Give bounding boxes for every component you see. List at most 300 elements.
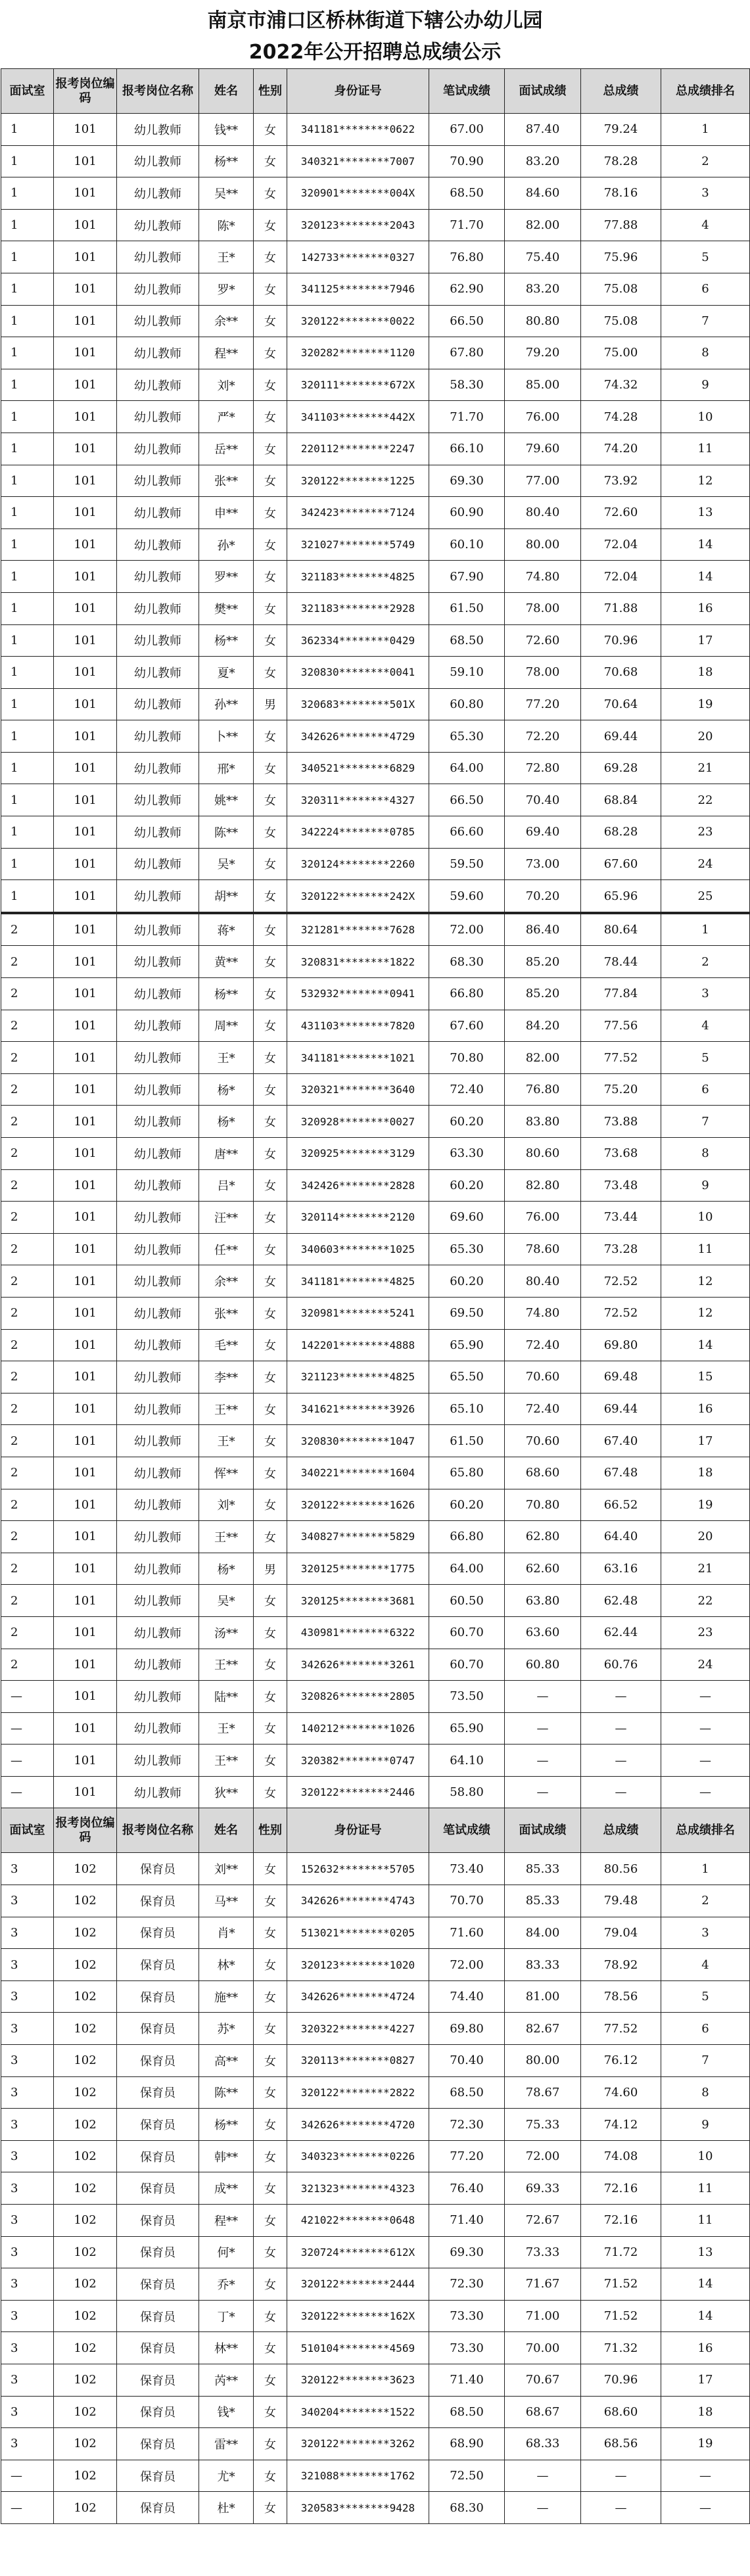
cell-post-code: 101 bbox=[54, 752, 117, 784]
cell-room: 1 bbox=[1, 465, 54, 497]
cell-id-number: 321027********5749 bbox=[287, 528, 429, 561]
cell-gender: 女 bbox=[254, 1233, 287, 1265]
cell-gender: 女 bbox=[254, 1265, 287, 1298]
cell-gender: 女 bbox=[254, 305, 287, 337]
cell-room: 2 bbox=[1, 1585, 54, 1617]
cell-room: 3 bbox=[1, 2140, 54, 2172]
cell-post-name: 幼儿教师 bbox=[117, 1233, 199, 1265]
cell-written-score: 65.10 bbox=[429, 1393, 505, 1425]
table-row bbox=[1, 2140, 750, 2172]
cell-gender: 男 bbox=[254, 1553, 287, 1585]
cell-written-score: 60.20 bbox=[429, 1106, 505, 1138]
cell-rank: 7 bbox=[661, 305, 750, 337]
cell-post-name: 保育员 bbox=[117, 1853, 199, 1885]
cell-interview-score: 80.60 bbox=[505, 1138, 581, 1170]
cell-id-number: 341181********4825 bbox=[287, 1265, 429, 1298]
cell-interview-score: 62.60 bbox=[505, 1553, 581, 1585]
table-row bbox=[1, 401, 750, 433]
table-row bbox=[1, 1393, 750, 1425]
cell-post-name: 幼儿教师 bbox=[117, 1169, 199, 1202]
cell-post-name: 幼儿教师 bbox=[117, 913, 199, 946]
cell-room: 3 bbox=[1, 1917, 54, 1949]
cell-written-score: 66.10 bbox=[429, 433, 505, 465]
cell-post-code: 101 bbox=[54, 1616, 117, 1649]
cell-total-score: 74.08 bbox=[581, 2140, 661, 2172]
table-row bbox=[1, 465, 750, 497]
cell-written-score: 68.90 bbox=[429, 2428, 505, 2460]
cell-interview-score: 78.00 bbox=[505, 657, 581, 689]
cell-post-code: 101 bbox=[54, 433, 117, 465]
cell-name: 狄** bbox=[199, 1776, 254, 1808]
cell-room: 3 bbox=[1, 2364, 54, 2396]
cell-name: 王** bbox=[199, 1521, 254, 1553]
cell-total-score: 75.00 bbox=[581, 337, 661, 369]
cell-post-code: 101 bbox=[54, 913, 117, 946]
cell-written-score: 70.70 bbox=[429, 1885, 505, 1917]
cell-written-score: 60.90 bbox=[429, 497, 505, 529]
cell-gender: 女 bbox=[254, 1297, 287, 1329]
cell-gender: 女 bbox=[254, 2460, 287, 2492]
cell-total-score: 78.92 bbox=[581, 1949, 661, 1981]
cell-id-number: 321281********7628 bbox=[287, 913, 429, 946]
cell-total-score: 78.28 bbox=[581, 145, 661, 177]
cell-gender: 女 bbox=[254, 2428, 287, 2460]
cell-name: 钱** bbox=[199, 114, 254, 146]
header-interview-score: 面试成绩 bbox=[505, 1808, 581, 1853]
header-post-code: 报考岗位编码 bbox=[54, 69, 117, 114]
table-row bbox=[1, 1853, 750, 1885]
table-row bbox=[1, 1233, 750, 1265]
cell-written-score: 60.20 bbox=[429, 1265, 505, 1298]
cell-post-name: 保育员 bbox=[117, 2332, 199, 2364]
cell-interview-score: 70.67 bbox=[505, 2364, 581, 2396]
cell-id-number: 341103********442X bbox=[287, 401, 429, 433]
cell-id-number: 342626********4720 bbox=[287, 2109, 429, 2141]
cell-id-number: 513021********0205 bbox=[287, 1917, 429, 1949]
cell-total-score: 73.48 bbox=[581, 1169, 661, 1202]
cell-written-score: 67.60 bbox=[429, 1010, 505, 1042]
cell-name: 刘** bbox=[199, 1853, 254, 1885]
cell-post-name: 幼儿教师 bbox=[117, 177, 199, 210]
cell-id-number: 321123********4825 bbox=[287, 1361, 429, 1393]
table-row bbox=[1, 1361, 750, 1393]
table-row bbox=[1, 1425, 750, 1457]
cell-room: 1 bbox=[1, 720, 54, 753]
cell-post-code: 101 bbox=[54, 1042, 117, 1074]
cell-post-code: 102 bbox=[54, 2364, 117, 2396]
cell-written-score: 65.30 bbox=[429, 720, 505, 753]
cell-room: 1 bbox=[1, 305, 54, 337]
cell-id-number: 320724********612X bbox=[287, 2236, 429, 2268]
cell-post-code: 101 bbox=[54, 1233, 117, 1265]
cell-written-score: 72.30 bbox=[429, 2268, 505, 2301]
cell-post-code: 101 bbox=[54, 1138, 117, 1170]
cell-post-code: 102 bbox=[54, 2109, 117, 2141]
cell-room: 3 bbox=[1, 2428, 54, 2460]
cell-written-score: 68.50 bbox=[429, 2076, 505, 2109]
cell-room: 1 bbox=[1, 145, 54, 177]
header-gender: 性别 bbox=[254, 69, 287, 114]
cell-total-score: 67.60 bbox=[581, 848, 661, 880]
cell-total-score: 62.44 bbox=[581, 1616, 661, 1649]
cell-rank: 20 bbox=[661, 1521, 750, 1553]
cell-room: 1 bbox=[1, 401, 54, 433]
table-row bbox=[1, 1649, 750, 1681]
cell-id-number: 340321********7007 bbox=[287, 145, 429, 177]
cell-gender: 女 bbox=[254, 1393, 287, 1425]
cell-rank: 17 bbox=[661, 624, 750, 657]
cell-id-number: 320311********4327 bbox=[287, 784, 429, 816]
table-row bbox=[1, 1106, 750, 1138]
cell-name: 胡** bbox=[199, 880, 254, 913]
cell-total-score: 78.16 bbox=[581, 177, 661, 210]
cell-name: 陆** bbox=[199, 1681, 254, 1713]
cell-post-code: 101 bbox=[54, 1169, 117, 1202]
cell-interview-score: 85.20 bbox=[505, 946, 581, 978]
cell-post-code: 102 bbox=[54, 2140, 117, 2172]
cell-post-code: 102 bbox=[54, 2236, 117, 2268]
cell-room: 1 bbox=[1, 369, 54, 401]
cell-post-code: 101 bbox=[54, 1649, 117, 1681]
cell-gender: 女 bbox=[254, 592, 287, 624]
cell-post-code: 101 bbox=[54, 1106, 117, 1138]
cell-post-code: 101 bbox=[54, 1297, 117, 1329]
table-header-row bbox=[1, 1808, 750, 1853]
cell-post-name: 保育员 bbox=[117, 2140, 199, 2172]
cell-post-code: 101 bbox=[54, 1010, 117, 1042]
cell-post-code: 101 bbox=[54, 1425, 117, 1457]
cell-interview-score: 82.67 bbox=[505, 2013, 581, 2045]
cell-written-score: 67.90 bbox=[429, 561, 505, 593]
cell-rank: 16 bbox=[661, 592, 750, 624]
table-header-row bbox=[1, 69, 750, 114]
cell-written-score: 68.50 bbox=[429, 624, 505, 657]
cell-room: 1 bbox=[1, 241, 54, 273]
cell-gender: 女 bbox=[254, 1853, 287, 1885]
cell-written-score: 71.40 bbox=[429, 2205, 505, 2237]
cell-room: 3 bbox=[1, 1885, 54, 1917]
cell-room: 1 bbox=[1, 561, 54, 593]
cell-id-number: 430981********6322 bbox=[287, 1616, 429, 1649]
cell-post-code: 102 bbox=[54, 2492, 117, 2524]
cell-interview-score: 72.40 bbox=[505, 1393, 581, 1425]
cell-post-code: 101 bbox=[54, 1361, 117, 1393]
cell-interview-score: 76.00 bbox=[505, 1202, 581, 1234]
cell-name: 陈* bbox=[199, 209, 254, 241]
cell-room: 1 bbox=[1, 688, 54, 720]
cell-post-code: 101 bbox=[54, 1521, 117, 1553]
cell-room: — bbox=[1, 2492, 54, 2524]
cell-name: 程** bbox=[199, 337, 254, 369]
cell-interview-score: 86.40 bbox=[505, 913, 581, 946]
cell-gender: 女 bbox=[254, 433, 287, 465]
cell-total-score: 64.40 bbox=[581, 1521, 661, 1553]
cell-post-code: 101 bbox=[54, 657, 117, 689]
cell-post-code: 101 bbox=[54, 784, 117, 816]
cell-interview-score: 78.60 bbox=[505, 1233, 581, 1265]
cell-interview-score: 70.40 bbox=[505, 784, 581, 816]
cell-total-score: 71.32 bbox=[581, 2332, 661, 2364]
cell-room: 2 bbox=[1, 946, 54, 978]
cell-room: 2 bbox=[1, 1106, 54, 1138]
cell-interview-score: 84.00 bbox=[505, 1917, 581, 1949]
cell-id-number: 342224********0785 bbox=[287, 816, 429, 849]
cell-total-score: 76.12 bbox=[581, 2045, 661, 2077]
cell-room: 1 bbox=[1, 657, 54, 689]
table-row bbox=[1, 2205, 750, 2237]
cell-written-score: 65.30 bbox=[429, 1233, 505, 1265]
cell-gender: 女 bbox=[254, 2396, 287, 2428]
cell-post-name: 幼儿教师 bbox=[117, 1489, 199, 1521]
cell-gender: 女 bbox=[254, 1489, 287, 1521]
cell-total-score: 75.96 bbox=[581, 241, 661, 273]
cell-post-name: 幼儿教师 bbox=[117, 273, 199, 305]
cell-written-score: 73.40 bbox=[429, 1853, 505, 1885]
cell-gender: 女 bbox=[254, 465, 287, 497]
cell-rank: 14 bbox=[661, 1329, 750, 1361]
cell-post-code: 101 bbox=[54, 209, 117, 241]
cell-rank: 20 bbox=[661, 720, 750, 753]
cell-written-score: 73.30 bbox=[429, 2332, 505, 2364]
cell-room: 2 bbox=[1, 913, 54, 946]
cell-written-score: 59.50 bbox=[429, 848, 505, 880]
cell-name: 罗** bbox=[199, 561, 254, 593]
cell-interview-score: — bbox=[505, 1712, 581, 1745]
cell-name: 钱* bbox=[199, 2396, 254, 2428]
cell-name: 毛** bbox=[199, 1329, 254, 1361]
cell-post-name: 幼儿教师 bbox=[117, 1521, 199, 1553]
table-row bbox=[1, 752, 750, 784]
table-row bbox=[1, 1885, 750, 1917]
cell-post-name: 幼儿教师 bbox=[117, 688, 199, 720]
cell-name: 王* bbox=[199, 1042, 254, 1074]
cell-written-score: 66.60 bbox=[429, 816, 505, 849]
cell-id-number: 321183********2928 bbox=[287, 592, 429, 624]
cell-id-number: 320122********2822 bbox=[287, 2076, 429, 2109]
cell-post-code: 101 bbox=[54, 528, 117, 561]
cell-room: 1 bbox=[1, 177, 54, 210]
cell-rank: 11 bbox=[661, 433, 750, 465]
cell-post-code: 102 bbox=[54, 2045, 117, 2077]
cell-post-code: 102 bbox=[54, 2428, 117, 2460]
table-row bbox=[1, 1329, 750, 1361]
cell-total-score: 74.32 bbox=[581, 369, 661, 401]
cell-interview-score: 72.40 bbox=[505, 1329, 581, 1361]
cell-total-score: — bbox=[581, 1745, 661, 1777]
cell-name: 韩** bbox=[199, 2140, 254, 2172]
cell-written-score: 64.00 bbox=[429, 752, 505, 784]
cell-gender: 女 bbox=[254, 1169, 287, 1202]
table-row bbox=[1, 1138, 750, 1170]
cell-written-score: 73.50 bbox=[429, 1681, 505, 1713]
cell-post-name: 保育员 bbox=[117, 2205, 199, 2237]
cell-post-code: 102 bbox=[54, 1980, 117, 2013]
page-title-line1: 南京市浦口区桥林街道下辖公办幼儿园 bbox=[207, 9, 543, 32]
cell-post-code: 101 bbox=[54, 497, 117, 529]
cell-interview-score: 78.00 bbox=[505, 592, 581, 624]
table-row bbox=[1, 913, 750, 946]
cell-room: 3 bbox=[1, 2332, 54, 2364]
cell-written-score: 69.30 bbox=[429, 465, 505, 497]
cell-name: 杜* bbox=[199, 2492, 254, 2524]
cell-post-name: 幼儿教师 bbox=[117, 497, 199, 529]
cell-total-score: 72.60 bbox=[581, 497, 661, 529]
cell-interview-score: 70.20 bbox=[505, 880, 581, 913]
cell-rank: 5 bbox=[661, 241, 750, 273]
cell-rank: 6 bbox=[661, 2013, 750, 2045]
cell-post-code: 101 bbox=[54, 946, 117, 978]
cell-interview-score: 73.00 bbox=[505, 848, 581, 880]
cell-interview-score: 72.60 bbox=[505, 624, 581, 657]
cell-post-code: 101 bbox=[54, 1776, 117, 1808]
cell-post-name: 幼儿教师 bbox=[117, 1649, 199, 1681]
cell-id-number: 340323********0226 bbox=[287, 2140, 429, 2172]
cell-gender: 女 bbox=[254, 114, 287, 146]
cell-rank: — bbox=[661, 1745, 750, 1777]
cell-interview-score: 74.80 bbox=[505, 1297, 581, 1329]
cell-interview-score: 70.80 bbox=[505, 1489, 581, 1521]
cell-interview-score: 71.00 bbox=[505, 2300, 581, 2332]
cell-gender: 女 bbox=[254, 1138, 287, 1170]
cell-written-score: 72.30 bbox=[429, 2109, 505, 2141]
cell-room: 2 bbox=[1, 1138, 54, 1170]
cell-gender: 女 bbox=[254, 913, 287, 946]
cell-id-number: 320683********501X bbox=[287, 688, 429, 720]
header-post-name: 报考岗位名称 bbox=[117, 1808, 199, 1853]
cell-rank: 5 bbox=[661, 1980, 750, 2013]
cell-name: 余** bbox=[199, 1265, 254, 1298]
cell-post-name: 幼儿教师 bbox=[117, 880, 199, 913]
table-row bbox=[1, 946, 750, 978]
score-table bbox=[1, 68, 750, 2524]
cell-written-score: 68.50 bbox=[429, 2396, 505, 2428]
cell-post-name: 保育员 bbox=[117, 1885, 199, 1917]
cell-id-number: 321088********1762 bbox=[287, 2460, 429, 2492]
cell-written-score: 71.70 bbox=[429, 209, 505, 241]
cell-name: 乔* bbox=[199, 2268, 254, 2301]
cell-room: 3 bbox=[1, 1980, 54, 2013]
header-room: 面试室 bbox=[1, 69, 54, 114]
cell-id-number: 320125********1775 bbox=[287, 1553, 429, 1585]
cell-gender: 女 bbox=[254, 946, 287, 978]
cell-room: 2 bbox=[1, 1042, 54, 1074]
cell-id-number: 320123********2043 bbox=[287, 209, 429, 241]
cell-interview-score: 80.00 bbox=[505, 2045, 581, 2077]
header-name: 姓名 bbox=[199, 69, 254, 114]
cell-interview-score: 72.00 bbox=[505, 2140, 581, 2172]
cell-gender: 女 bbox=[254, 2172, 287, 2205]
cell-interview-score: 80.40 bbox=[505, 497, 581, 529]
cell-written-score: 64.00 bbox=[429, 1553, 505, 1585]
cell-room: 2 bbox=[1, 1202, 54, 1234]
cell-total-score: 69.48 bbox=[581, 1361, 661, 1393]
cell-total-score: 71.52 bbox=[581, 2268, 661, 2301]
table-row bbox=[1, 2460, 750, 2492]
cell-gender: 女 bbox=[254, 1616, 287, 1649]
cell-name: 岳** bbox=[199, 433, 254, 465]
cell-total-score: 68.60 bbox=[581, 2396, 661, 2428]
table-row bbox=[1, 337, 750, 369]
cell-interview-score: 72.67 bbox=[505, 2205, 581, 2237]
cell-rank: 9 bbox=[661, 1169, 750, 1202]
cell-post-code: 101 bbox=[54, 1585, 117, 1617]
cell-room: 2 bbox=[1, 1010, 54, 1042]
cell-post-name: 保育员 bbox=[117, 2013, 199, 2045]
cell-total-score: 67.40 bbox=[581, 1425, 661, 1457]
cell-total-score: 78.56 bbox=[581, 1980, 661, 2013]
cell-post-name: 幼儿教师 bbox=[117, 1265, 199, 1298]
cell-name: 杨** bbox=[199, 145, 254, 177]
cell-post-code: 102 bbox=[54, 1853, 117, 1885]
cell-gender: 女 bbox=[254, 1521, 287, 1553]
cell-id-number: 320831********1822 bbox=[287, 946, 429, 978]
cell-rank: 13 bbox=[661, 2236, 750, 2268]
cell-rank: 8 bbox=[661, 337, 750, 369]
header-written-score: 笔试成绩 bbox=[429, 69, 505, 114]
cell-post-code: 101 bbox=[54, 305, 117, 337]
cell-post-code: 101 bbox=[54, 561, 117, 593]
cell-name: 尤* bbox=[199, 2460, 254, 2492]
cell-rank: 18 bbox=[661, 2396, 750, 2428]
cell-name: 成** bbox=[199, 2172, 254, 2205]
cell-rank: 2 bbox=[661, 1885, 750, 1917]
cell-post-code: 101 bbox=[54, 177, 117, 210]
cell-post-code: 102 bbox=[54, 2396, 117, 2428]
table-row bbox=[1, 1745, 750, 1777]
cell-gender: 女 bbox=[254, 2013, 287, 2045]
cell-total-score: 69.80 bbox=[581, 1329, 661, 1361]
cell-name: 吴* bbox=[199, 848, 254, 880]
cell-name: 李** bbox=[199, 1361, 254, 1393]
cell-post-code: 101 bbox=[54, 401, 117, 433]
cell-interview-score: 69.40 bbox=[505, 816, 581, 849]
cell-id-number: 532932********0941 bbox=[287, 978, 429, 1010]
table-row bbox=[1, 2364, 750, 2396]
cell-post-code: 102 bbox=[54, 2076, 117, 2109]
table-row bbox=[1, 1681, 750, 1713]
cell-post-name: 保育员 bbox=[117, 2172, 199, 2205]
cell-interview-score: 84.20 bbox=[505, 1010, 581, 1042]
cell-room: 2 bbox=[1, 1297, 54, 1329]
cell-gender: 女 bbox=[254, 2268, 287, 2301]
cell-gender: 女 bbox=[254, 1745, 287, 1777]
cell-post-code: 101 bbox=[54, 241, 117, 273]
cell-name: 雷** bbox=[199, 2428, 254, 2460]
cell-id-number: 320122********1626 bbox=[287, 1489, 429, 1521]
cell-total-score: 69.44 bbox=[581, 720, 661, 753]
header-total-score: 总成绩 bbox=[581, 1808, 661, 1853]
cell-interview-score: 83.20 bbox=[505, 145, 581, 177]
cell-post-name: 幼儿教师 bbox=[117, 1361, 199, 1393]
table-row bbox=[1, 528, 750, 561]
cell-gender: 女 bbox=[254, 784, 287, 816]
cell-total-score: 74.12 bbox=[581, 2109, 661, 2141]
cell-interview-score: 82.80 bbox=[505, 1169, 581, 1202]
table-row bbox=[1, 2172, 750, 2205]
cell-written-score: 74.40 bbox=[429, 1980, 505, 2013]
cell-total-score: 72.52 bbox=[581, 1297, 661, 1329]
cell-gender: 女 bbox=[254, 1585, 287, 1617]
cell-written-score: 64.10 bbox=[429, 1745, 505, 1777]
cell-rank: 1 bbox=[661, 114, 750, 146]
cell-interview-score: 82.00 bbox=[505, 209, 581, 241]
cell-rank: 15 bbox=[661, 1361, 750, 1393]
cell-room: 3 bbox=[1, 2396, 54, 2428]
table-row bbox=[1, 2332, 750, 2364]
cell-post-code: 102 bbox=[54, 2460, 117, 2492]
cell-gender: 女 bbox=[254, 561, 287, 593]
table-row bbox=[1, 145, 750, 177]
